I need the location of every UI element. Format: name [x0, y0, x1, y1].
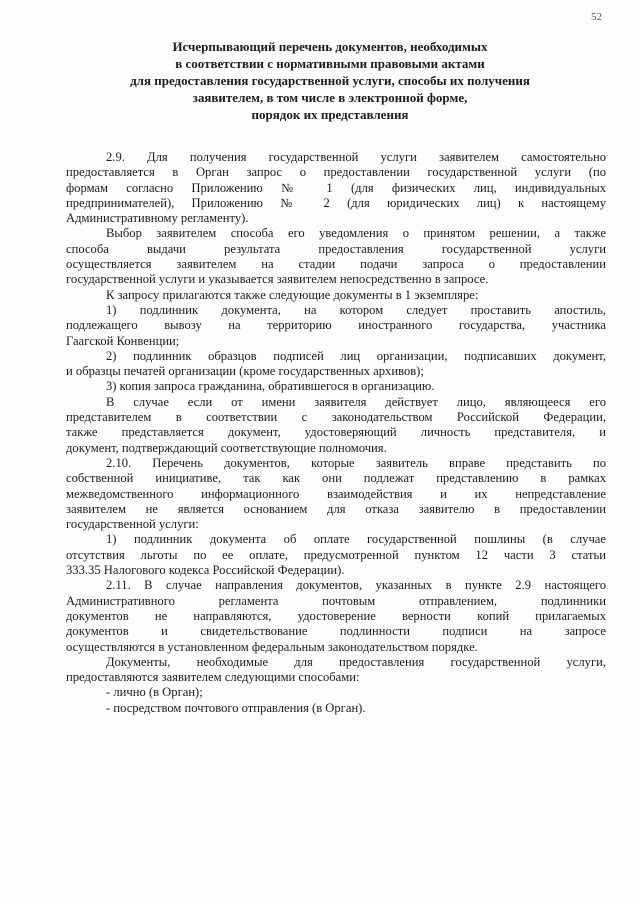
text-line: документов не направляются, удостоверение верности копий прилагаемых: [66, 608, 606, 623]
text-line: Административного регламента почтовым отправлением, подлинники: [66, 593, 606, 608]
text-line: Документы, необходимые для предоставления государственной услуги,: [106, 654, 606, 669]
text-line: 1) подлинник документа, на котором следует проставить апостиль,: [106, 302, 606, 317]
text-line: 2) подлинник образцов подписей лиц организации, подписавших документ,: [106, 348, 606, 363]
text-line: 2.10. Перечень документов, которые заявитель вправе представить по: [106, 455, 606, 470]
list-item-2: [66, 349, 606, 380]
text-line: Гаагской Конвенции;: [66, 333, 180, 348]
text-line: и образцы печатей организации (кроме государственных архивов);: [66, 364, 424, 379]
text-line: документов и свидетельствование подлинности подписи на запросе: [66, 624, 606, 639]
text-line: подлежащего вывозу на территорию иностранного государства, участника: [66, 318, 606, 333]
text-line: представителем в соответствии с законодательством Российской Федерации,: [66, 410, 606, 425]
text-line: межведомственного информационного взаимодействия и их непредставление: [66, 486, 606, 501]
text-line: формам согласно Приложению № 1 (для физических лиц, индивидуальных: [66, 180, 606, 195]
text-line: 2.11. В случае направления документов, указанных в пункте 2.9 настоящего: [106, 578, 606, 593]
list-item-in-person: [66, 685, 606, 700]
paragraph-representative: [66, 395, 606, 456]
section-title: [60, 38, 600, 123]
paragraph-attached-docs: [66, 288, 606, 303]
text-line: осуществляется заявителем на стадии подачи запроса о предоставлении: [66, 257, 606, 272]
text-line: собственной инициативе, так как они подлежат представлению в рамках: [66, 471, 606, 486]
list-item-by-post: [66, 701, 606, 716]
document-body: [66, 150, 606, 716]
text-line: В случае если от имени заявителя действует лицо, являющееся его: [106, 394, 606, 409]
paragraph-submission-methods: [66, 655, 606, 686]
list-item-1: [66, 303, 606, 349]
text-line: предоставляется в Орган запрос о предоставлении государственной услуги (по: [66, 165, 606, 180]
text-line: - лично (в Орган);: [106, 685, 203, 700]
text-line: государственной услуги:: [66, 517, 199, 532]
text-line: также представляется документ, удостоверяющий личность представителя, и: [66, 425, 606, 440]
text-line: К запросу прилагаются также следующие документы в 1 экземпляре:: [106, 287, 479, 302]
paragraph-2-9: [66, 150, 606, 226]
text-line: документ, подтверждающий соответствующие полномочия.: [66, 440, 387, 455]
text-line: Административному регламенту).: [66, 211, 249, 226]
title-line: в соответствии с нормативными правовыми актами: [175, 56, 485, 71]
text-line: 1) подлинник документа об оплате государственной пошлины (в случае: [106, 532, 606, 547]
text-line: предоставляются заявителем следующими способами:: [66, 670, 360, 685]
list-item-3: [66, 379, 606, 394]
text-line: государственной услуги и указывается заявителем непосредственно в запросе.: [66, 272, 489, 287]
title-line: порядок их представления: [251, 107, 409, 122]
paragraph-2-10: [66, 456, 606, 532]
text-line: - посредством почтового отправления (в Орган).: [106, 700, 366, 715]
title-line: для предоставления государственной услуги, способы их получения: [130, 73, 530, 88]
page-number: 52: [591, 11, 602, 23]
list-item-fee-payment: [66, 532, 606, 578]
text-line: способа выдачи результата предоставления государственной услуги: [66, 241, 606, 256]
text-line: осуществляются в установленном федеральным законодательством порядке.: [66, 639, 478, 654]
paragraph-notification-method: [66, 226, 606, 287]
text-line: 333.35 Налогового кодекса Российской Федерации).: [66, 563, 345, 578]
text-line: предпринимателей), Приложению № 2 (для юридических лиц) к настоящему: [66, 195, 606, 210]
title-line: заявителем, в том числе в электронной форме,: [192, 90, 468, 105]
text-line: отсутствия льготы по ее оплате, предусмотренной пунктом 12 части 3 статьи: [66, 547, 606, 562]
text-line: Выбор заявителем способа его уведомления о принятом решении, а также: [106, 226, 606, 241]
text-line: 2.9. Для получения государственной услуги заявителем самостоятельно: [106, 150, 606, 164]
text-line: заявителем не является основанием для отказа заявителю в предоставлении: [66, 501, 606, 516]
text-line: 3) копия запроса гражданина, обратившегося в организацию.: [106, 379, 435, 394]
title-line: Исчерпывающий перечень документов, необходимых: [172, 39, 488, 54]
paragraph-2-11: [66, 578, 606, 654]
